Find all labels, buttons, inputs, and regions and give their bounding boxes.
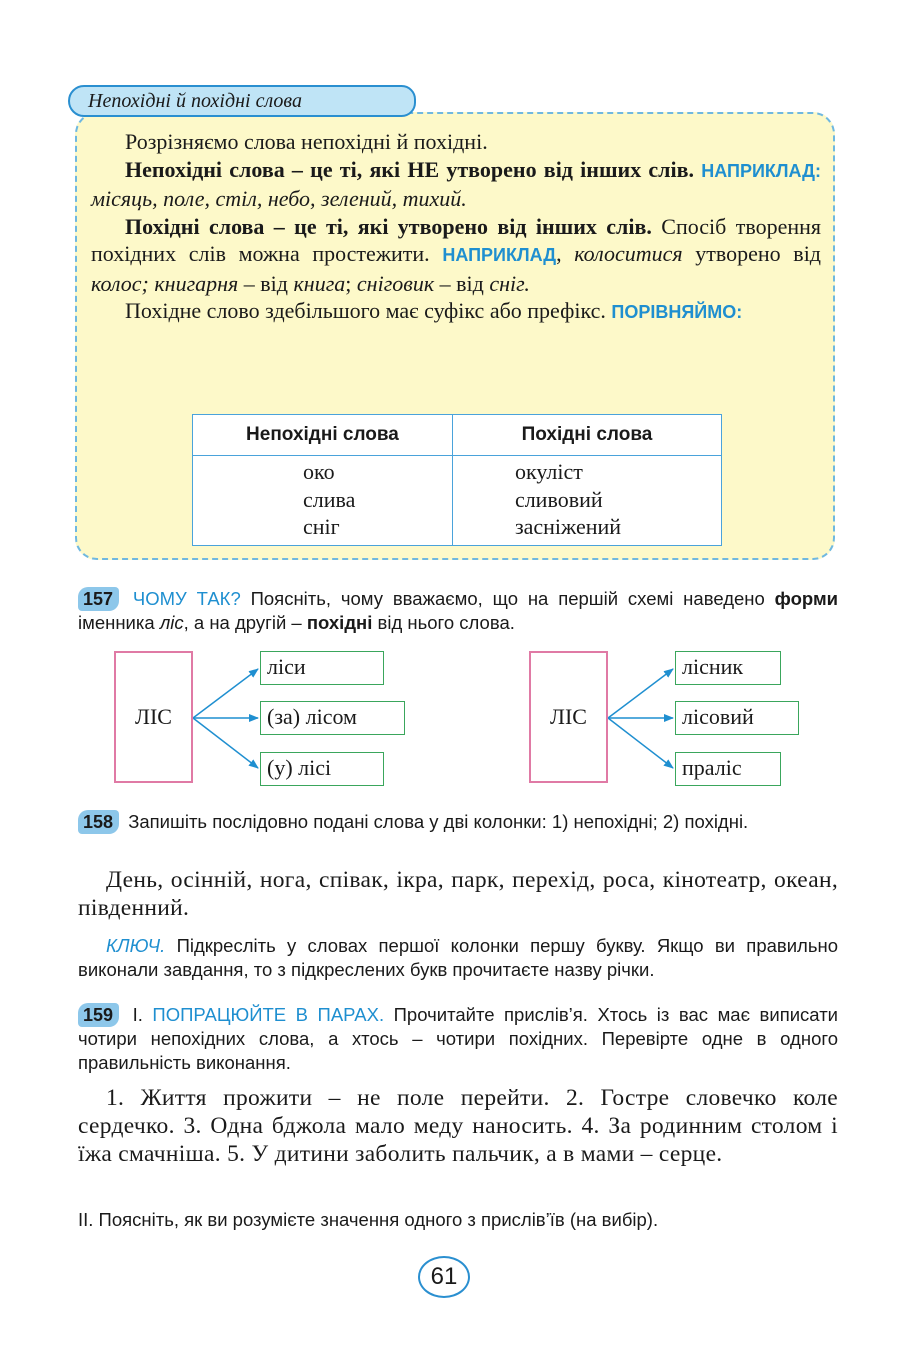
- rule-title: Непохідні й похідні слова: [68, 85, 416, 117]
- exercise-number: 158: [78, 810, 119, 834]
- table-cell: засніжений: [514, 514, 622, 539]
- word-list: День, осінній, нога, співак, ікра, парк, перехід, роса, кінотеатр, океан, південний.: [78, 867, 838, 921]
- rule-definition-2: Похідні слова – це ті, які утворено від інших слів.: [125, 213, 652, 239]
- exercise-text-italic: ліс: [159, 612, 184, 633]
- exercise-159: [78, 1003, 838, 1074]
- rule-text-span: ;: [345, 270, 352, 296]
- rule-text-span: Похідне слово здебільшого має суфікс або префікс.: [125, 298, 606, 323]
- scheme1-target: (за) лісом: [260, 701, 405, 735]
- rule-text-span: – від: [439, 270, 484, 296]
- arrow-4: [608, 669, 673, 718]
- exercise-text-bold: форми: [774, 588, 839, 609]
- exercise-text: Поясніть, чому вважаємо, що на першій схемі наведено: [250, 588, 765, 609]
- exercise-number: 157: [78, 587, 119, 611]
- key-text: Підкресліть у словах першої колонки першу букву. Якщо ви правильно виконали завдання, то з підкреслених букв прочитаєте назву річки.: [78, 935, 838, 980]
- exercise-158-words: [78, 866, 838, 922]
- proverbs: [78, 1084, 838, 1168]
- arrow-1: [193, 669, 258, 718]
- table-cell: око: [303, 459, 335, 484]
- rule-text-span: утворено від: [695, 241, 822, 266]
- rule-text-span: Спосіб творення похідних слів можна простежити.: [91, 213, 821, 266]
- example-word: книга: [293, 270, 346, 296]
- exercise-label: ПОПРАЦЮЙТЕ В ПАРАХ.: [152, 1004, 385, 1025]
- table-header: Похідні слова: [452, 415, 721, 456]
- exercise-text: Запишіть послідовно подані слова у дві колонки: 1) непохідні; 2) похідні.: [128, 811, 749, 832]
- compare-label: ПОРІВНЯЙМО:: [611, 302, 743, 322]
- table-header: Непохідні слова: [193, 415, 453, 456]
- exercise-159-part2: [78, 1208, 838, 1232]
- part-number: I.: [132, 1004, 143, 1025]
- example-label-2: НАПРИКЛАД: [442, 245, 557, 265]
- scheme2-target: лісовий: [675, 701, 799, 735]
- exercise-text: II. Поясніть, як ви розумієте значення одного з прислів’їв (на вибір).: [78, 1209, 659, 1230]
- exercise-158-key: [78, 934, 838, 981]
- key-label: КЛЮЧ.: [106, 935, 166, 956]
- scheme2-source: ЛІС: [529, 651, 608, 783]
- exercise-text: від нього слова.: [377, 612, 515, 633]
- exercise-text: , а на другій –: [183, 612, 302, 633]
- table-cell: сніг: [303, 514, 340, 539]
- table-cell: сливовий: [514, 486, 603, 512]
- scheme2-target: лісник: [675, 651, 781, 685]
- example-word: колоситися: [574, 241, 683, 266]
- arrow-3: [193, 718, 258, 768]
- example-word: сніговик: [356, 270, 435, 296]
- arrow-6: [608, 718, 673, 768]
- scheme1-source: ЛІС: [114, 651, 193, 783]
- table-cell: слива: [303, 486, 356, 512]
- example-word: колос; книгарня: [91, 270, 239, 296]
- scheme1-target: (у) лісі: [260, 752, 384, 786]
- exercise-158: [78, 810, 838, 834]
- exercise-text: іменника: [78, 612, 155, 633]
- example-word: сніг.: [489, 270, 530, 296]
- rule-paragraph-1: Розрізняємо слова непохідні й похідні.: [125, 129, 488, 154]
- rule-paragraph-3: Похідні слова – це ті, які утворено від інших слів. Спосіб творення похідних слів можна простежити. НАПРИКЛАД, колоситися утворено від колос; книгарня – від книга; сніговик – від сніг.: [91, 213, 822, 296]
- example-words: місяць, поле, стіл, небо, зелений, тихий.: [91, 186, 467, 211]
- rule-text-span: – від: [243, 270, 288, 296]
- exercise-text: Прочитайте прислів’я. Хтось із вас має виписати чотири непохідних слова, а хтось – чотири похідних. Перевірте одне в одного правильність виконання.: [78, 1004, 838, 1073]
- proverbs-text: 1. Життя прожити – не поле перейти. 2. Гостре словечко коле сердечко. 3. Одна бджола мало меду наносить. 4. За родинним столом і їжа смачніша. 5. У дитини заболить пальчик, а в мами – серце.: [78, 1085, 838, 1167]
- page-number: 61: [418, 1256, 470, 1298]
- example-label: НАПРИКЛАД:: [701, 160, 821, 181]
- exercise-text-bold: похідні: [306, 612, 373, 633]
- scheme1-target: ліси: [260, 651, 384, 685]
- rule-definition-1: Непохідні слова – це ті, які НЕ утворено від інших слів.: [125, 156, 695, 182]
- exercise-number: 159: [78, 1003, 119, 1027]
- table-cell: окуліст: [514, 459, 583, 484]
- exercise-label: ЧОМУ ТАК?: [132, 588, 241, 609]
- scheme2-target: праліс: [675, 752, 781, 786]
